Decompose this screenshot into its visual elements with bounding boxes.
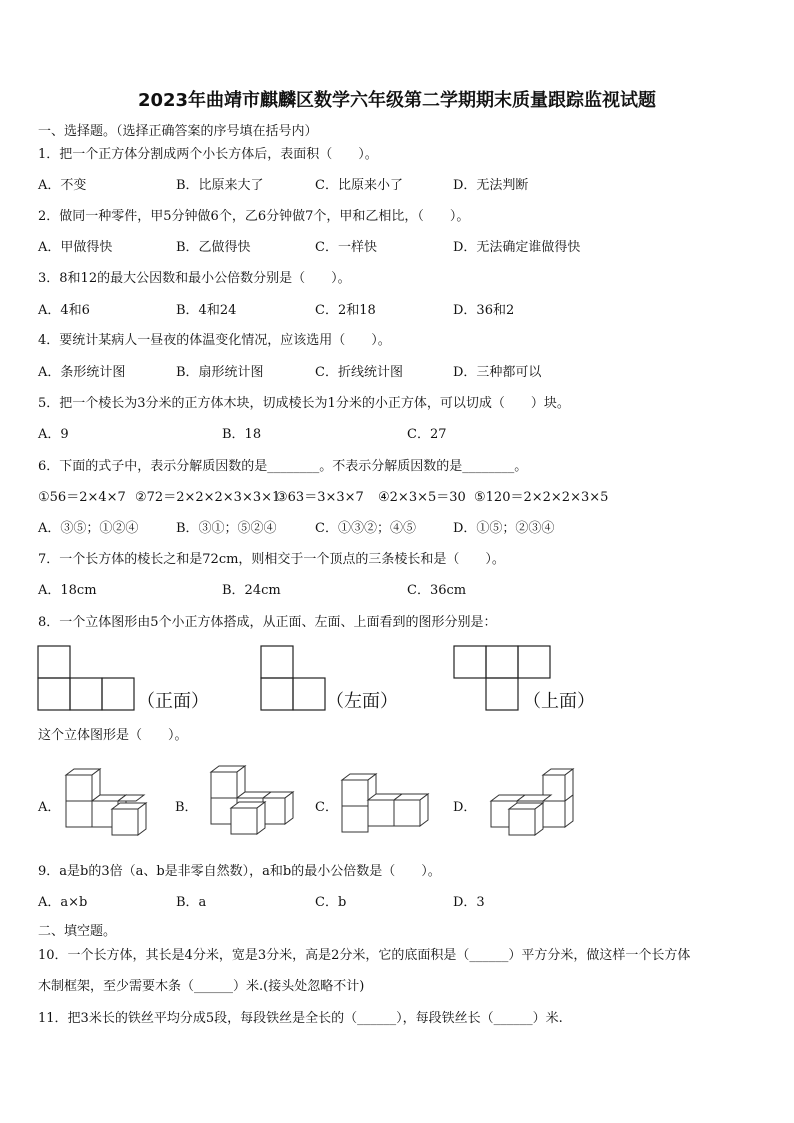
- q8-option-d[interactable]: D．: [453, 800, 477, 815]
- q3-option-c[interactable]: C．2和18: [315, 303, 376, 318]
- q7-option-b[interactable]: B．24cm: [222, 583, 281, 598]
- q2-option-d[interactable]: D．无法确定谁做得快: [453, 240, 581, 255]
- left-view-figure: [260, 645, 328, 712]
- section-fill-heading: 二、填空题。: [38, 924, 117, 939]
- q3-option-a[interactable]: A．4和6: [38, 303, 90, 318]
- q3-option-d[interactable]: D．36和2: [453, 303, 515, 318]
- left-view-label: （左面）: [326, 691, 398, 712]
- question-10-line-2: 木制框架，至少需要木条（______）米.(接头处忽略不计): [38, 979, 365, 994]
- question-7: 7．一个长方体的棱长之和是72cm，则相交于一个顶点的三条棱长和是（ ）。: [38, 552, 505, 567]
- q4-option-c[interactable]: C．折线统计图: [315, 365, 403, 380]
- q5-option-c[interactable]: C．27: [407, 427, 447, 442]
- question-1: 1．把一个正方体分割成两个小长方体后，表面积（ ）。: [38, 147, 378, 162]
- q8-option-c-figure[interactable]: [338, 770, 438, 836]
- q8-option-b[interactable]: B．: [175, 800, 198, 815]
- q8-option-c[interactable]: C．: [315, 800, 338, 815]
- q1-option-c[interactable]: C．比原来小了: [315, 178, 403, 193]
- q6-expr-5: ⑤120＝2×2×2×3×5: [474, 490, 609, 505]
- question-5: 5．把一个棱长为3分米的正方体木块，切成棱长为1分米的小正方体，可以切成（ ）块。: [38, 396, 570, 411]
- q6-expr-4: ④2×3×5＝30: [378, 490, 466, 505]
- q5-option-a[interactable]: A．9: [38, 427, 69, 442]
- q6-expr-1: ①56＝2×4×7: [38, 490, 126, 505]
- q6-expr-2: ②72＝2×2×2×3×3×1: [135, 490, 281, 505]
- q7-option-c[interactable]: C．36cm: [407, 583, 467, 598]
- q1-option-b[interactable]: B．比原来大了: [176, 178, 264, 193]
- q6-option-b[interactable]: B．③①；⑤②④: [176, 521, 277, 536]
- question-8: 8．一个立体图形由5个小正方体搭成，从正面、左面、上面看到的图形分别是：: [38, 615, 497, 630]
- q2-option-b[interactable]: B．乙做得快: [176, 240, 251, 255]
- top-view-label: （上面）: [523, 691, 595, 712]
- q6-option-a[interactable]: A．③⑤；①②④: [38, 521, 139, 536]
- q2-option-a[interactable]: A．甲做得快: [38, 240, 113, 255]
- front-view-label: （正面）: [137, 691, 209, 712]
- question-10-line-1: 10．一个长方体，其长是4分米，宽是3分米，高是2分米，它的底面积是（______）平方分米，做这样一个长方体: [38, 948, 691, 963]
- page-title: 2023年曲靖市麒麟区数学六年级第二学期期末质量跟踪监视试题: [137, 90, 657, 111]
- q8-option-a[interactable]: A．: [38, 800, 61, 815]
- q8-option-a-figure[interactable]: [60, 765, 160, 837]
- q6-option-c[interactable]: C．①③②；④⑤: [315, 521, 416, 536]
- q4-option-a[interactable]: A．条形统计图: [38, 365, 126, 380]
- q4-option-b[interactable]: B．扇形统计图: [176, 365, 264, 380]
- question-11: 11．把3米长的铁丝平均分成5段，每段铁丝是全长的（______），每段铁丝长（______）米.: [38, 1011, 563, 1026]
- q9-option-c[interactable]: C．b: [315, 895, 347, 910]
- q5-option-b[interactable]: B．18: [222, 427, 262, 442]
- q4-option-d[interactable]: D．三种都可以: [453, 365, 542, 380]
- question-9: 9．a是b的3倍（a、b是非零自然数），a和b的最小公倍数是（ ）。: [38, 864, 441, 879]
- q9-option-a[interactable]: A．a×b: [38, 895, 88, 910]
- q6-option-d[interactable]: D．①⑤；②③④: [453, 521, 555, 536]
- q1-option-d[interactable]: D．无法判断: [453, 178, 529, 193]
- q8-option-b-figure[interactable]: [205, 758, 300, 840]
- question-4: 4．要统计某病人一昼夜的体温变化情况，应该选用（ ）。: [38, 333, 391, 348]
- question-6: 6．下面的式子中，表示分解质因数的是________。不表示分解质因数的是________。: [38, 459, 528, 474]
- question-3: 3．8和12的最大公因数和最小公倍数分别是（ ）。: [38, 271, 351, 286]
- q9-option-b[interactable]: B．a: [176, 895, 207, 910]
- section-choice-heading: 一、选择题。（选择正确答案的序号填在括号内）: [38, 124, 318, 139]
- q3-option-b[interactable]: B．4和24: [176, 303, 237, 318]
- q1-option-a[interactable]: A．不变: [38, 178, 87, 193]
- q6-expr-3: ③63＝3×3×7: [276, 490, 364, 505]
- front-view-figure: [37, 645, 137, 712]
- q8-ask: 这个立体图形是（ ）。: [38, 728, 188, 743]
- q8-option-d-figure[interactable]: [485, 765, 580, 837]
- question-2: 2．做同一种零件，甲5分钟做6个，乙6分钟做7个，甲和乙相比，（ ）。: [38, 209, 470, 224]
- q7-option-a[interactable]: A．18cm: [38, 583, 97, 598]
- q9-option-d[interactable]: D．3: [453, 895, 485, 910]
- q2-option-c[interactable]: C．一样快: [315, 240, 377, 255]
